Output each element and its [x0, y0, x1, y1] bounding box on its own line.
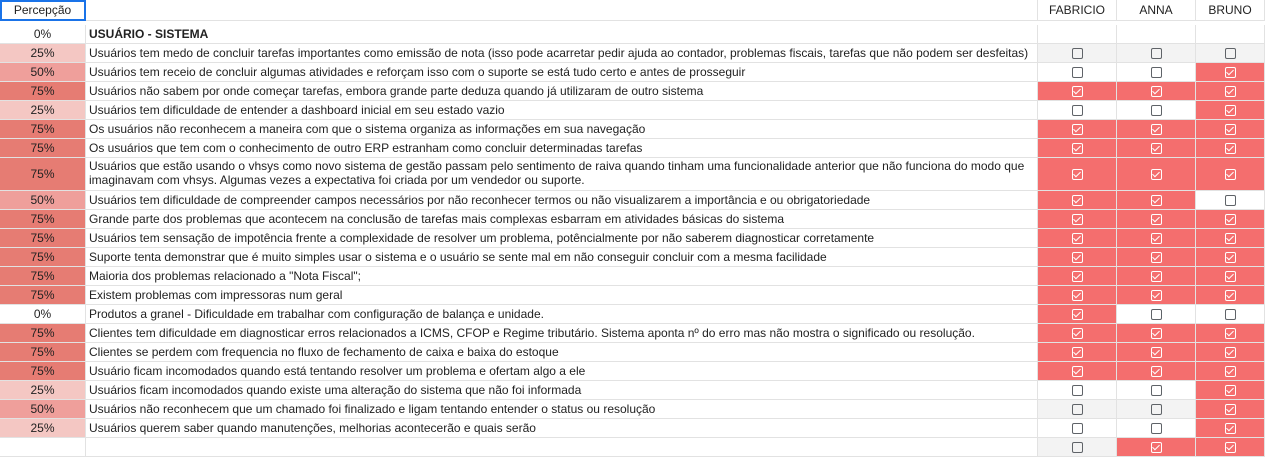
- percepcao-cell[interactable]: 75%: [0, 139, 86, 158]
- checkbox-checked-icon[interactable]: [1072, 271, 1083, 282]
- percepcao-cell[interactable]: 25%: [0, 44, 86, 63]
- description-cell[interactable]: [86, 438, 1038, 457]
- checkbox-cell-bruno[interactable]: [1196, 362, 1265, 381]
- description-cell[interactable]: Usuários não reconhecem que um chamado foi finalizado e ligam tentando entender o status ou resolução: [86, 400, 1038, 419]
- checkbox-cell-fabricio[interactable]: [1038, 101, 1117, 120]
- checkbox-cell-bruno[interactable]: [1196, 229, 1265, 248]
- percepcao-cell[interactable]: 25%: [0, 381, 86, 400]
- checkbox-cell-bruno[interactable]: [1196, 63, 1265, 82]
- checkbox-unchecked-icon[interactable]: [1225, 195, 1236, 206]
- description-cell[interactable]: Usuários ficam incomodados quando existe uma alteração do sistema que não foi informada: [86, 381, 1038, 400]
- checkbox-cell-anna[interactable]: [1117, 438, 1196, 457]
- description-cell[interactable]: Clientes tem dificuldade em diagnosticar erros relacionados a ICMS, CFOP e Regime tributário. Sistema aponta nº do erro mas não mostra o significado ou resolução.: [86, 324, 1038, 343]
- checkbox-checked-icon[interactable]: [1072, 309, 1083, 320]
- checkbox-checked-icon[interactable]: [1151, 328, 1162, 339]
- checkbox-cell-bruno[interactable]: [1196, 139, 1265, 158]
- checkbox-unchecked-icon[interactable]: [1151, 105, 1162, 116]
- table-row: [0, 63, 1265, 82]
- table-row: [0, 229, 1265, 248]
- table-row: [0, 158, 1265, 191]
- description-cell[interactable]: Usuários tem dificuldade de entender a dashboard inicial em seu estado vazio: [86, 101, 1038, 120]
- checkbox-unchecked-icon[interactable]: [1151, 385, 1162, 396]
- checkbox-cell-fabricio[interactable]: [1038, 419, 1117, 438]
- checkbox-checked-icon[interactable]: [1151, 442, 1162, 453]
- checkbox-cell-anna[interactable]: [1117, 286, 1196, 305]
- checkbox-checked-icon[interactable]: [1225, 105, 1236, 116]
- checkbox-cell-fabricio[interactable]: [1038, 139, 1117, 158]
- checkbox-checked-icon[interactable]: [1151, 290, 1162, 301]
- checkbox-checked-icon[interactable]: [1151, 86, 1162, 97]
- checkbox-checked-icon[interactable]: [1072, 233, 1083, 244]
- checkbox-cell-anna[interactable]: [1117, 381, 1196, 400]
- percepcao-cell[interactable]: 75%: [0, 267, 86, 286]
- description-cell[interactable]: Os usuários que tem com o conhecimento de outro ERP estranham como concluir determinadas tarefas: [86, 139, 1038, 158]
- table-row: [0, 400, 1265, 419]
- description-cell[interactable]: Produtos a granel - Dificuldade em trabalhar com configuração de balança e unidade.: [86, 305, 1038, 324]
- description-cell[interactable]: Usuários tem dificuldade de compreender campos necessários por não reconhecer termos ou não visualizarem a importância e ou obrigatoriedade: [86, 191, 1038, 210]
- checkbox-cell-anna[interactable]: [1117, 44, 1196, 63]
- description-cell[interactable]: Grande parte dos problemas que acontecem na conclusão de tarefas mais complexas esbarram em atividades básicas do sistema: [86, 210, 1038, 229]
- description-cell[interactable]: Usuários tem receio de concluir algumas atividades e reforçam isso com o suporte se está tudo certo e antes de prosseguir: [86, 63, 1038, 82]
- checkbox-unchecked-icon[interactable]: [1151, 67, 1162, 78]
- checkbox-unchecked-icon[interactable]: [1225, 309, 1236, 320]
- checkbox-cell-bruno[interactable]: [1196, 324, 1265, 343]
- checkbox-unchecked-icon[interactable]: [1151, 309, 1162, 320]
- checkbox-cell-bruno[interactable]: [1196, 101, 1265, 120]
- checkbox-checked-icon[interactable]: [1151, 195, 1162, 206]
- checkbox-checked-icon[interactable]: [1225, 271, 1236, 282]
- checkbox-checked-icon[interactable]: [1072, 366, 1083, 377]
- checkbox-cell-fabricio[interactable]: [1038, 44, 1117, 63]
- header-row: [0, 0, 1265, 21]
- checkbox-cell-anna[interactable]: [1117, 229, 1196, 248]
- checkbox-checked-icon[interactable]: [1151, 169, 1162, 180]
- checkbox-cell-bruno[interactable]: [1196, 381, 1265, 400]
- percepcao-cell[interactable]: [0, 438, 86, 457]
- checkbox-checked-icon[interactable]: [1072, 290, 1083, 301]
- checkbox-cell-anna[interactable]: [1117, 248, 1196, 267]
- checkbox-cell-fabricio[interactable]: [1038, 324, 1117, 343]
- checkbox-cell-bruno[interactable]: [1196, 305, 1265, 324]
- checkbox-unchecked-icon[interactable]: [1072, 423, 1083, 434]
- checkbox-cell-bruno[interactable]: [1196, 44, 1265, 63]
- checkbox-checked-icon[interactable]: [1072, 252, 1083, 263]
- checkbox-unchecked-icon[interactable]: [1072, 105, 1083, 116]
- checkbox-cell-anna[interactable]: [1117, 324, 1196, 343]
- checkbox-cell-bruno[interactable]: [1196, 419, 1265, 438]
- table-row: [0, 343, 1265, 362]
- checkbox-unchecked-icon[interactable]: [1072, 442, 1083, 453]
- checkbox-checked-icon[interactable]: [1151, 214, 1162, 225]
- checkbox-unchecked-icon[interactable]: [1225, 48, 1236, 59]
- table-row: [0, 286, 1265, 305]
- checkbox-cell-fabricio[interactable]: [1038, 286, 1117, 305]
- checkbox-cell-anna[interactable]: [1117, 82, 1196, 101]
- table-row: [0, 25, 1265, 44]
- checkbox-cell-anna[interactable]: [1117, 101, 1196, 120]
- checkbox-cell-anna[interactable]: [1117, 191, 1196, 210]
- percepcao-cell[interactable]: 75%: [0, 362, 86, 381]
- description-cell[interactable]: Usuários tem medo de concluir tarefas importantes como emissão de nota (isso pode acarretar pedir ajuda ao contador, problemas fiscais, tarefas que não podem ser desfeitas): [86, 44, 1038, 63]
- checkbox-cell-anna[interactable]: [1117, 400, 1196, 419]
- checkbox-checked-icon[interactable]: [1225, 385, 1236, 396]
- checkbox-cell-fabricio[interactable]: [1038, 267, 1117, 286]
- checkbox-checked-icon[interactable]: [1151, 143, 1162, 154]
- checkbox-checked-icon[interactable]: [1072, 86, 1083, 97]
- table-row: [0, 324, 1265, 343]
- table-row: [0, 191, 1265, 210]
- description-cell[interactable]: Os usuários não reconhecem a maneira com que o sistema organiza as informações em sua navegação: [86, 120, 1038, 139]
- description-cell[interactable]: Maioria dos problemas relacionado a "Nota Fiscal";: [86, 267, 1038, 286]
- checkbox-unchecked-icon[interactable]: [1072, 404, 1083, 415]
- checkbox-checked-icon[interactable]: [1225, 86, 1236, 97]
- checkbox-cell-fabricio[interactable]: [1038, 438, 1117, 457]
- checkbox-cell-fabricio[interactable]: [1038, 25, 1117, 44]
- checkbox-cell-bruno[interactable]: [1196, 82, 1265, 101]
- checkbox-cell-anna[interactable]: [1117, 267, 1196, 286]
- checkbox-cell-bruno[interactable]: [1196, 400, 1265, 419]
- checkbox-cell-fabricio[interactable]: [1038, 120, 1117, 139]
- checkbox-unchecked-icon[interactable]: [1151, 48, 1162, 59]
- checkbox-cell-fabricio[interactable]: [1038, 158, 1117, 191]
- checkbox-cell-fabricio[interactable]: [1038, 229, 1117, 248]
- percepcao-cell[interactable]: 75%: [0, 120, 86, 139]
- checkbox-cell-bruno[interactable]: [1196, 248, 1265, 267]
- checkbox-cell-anna[interactable]: [1117, 63, 1196, 82]
- table-row: [0, 267, 1265, 286]
- checkbox-cell-anna[interactable]: [1117, 120, 1196, 139]
- checkbox-checked-icon[interactable]: [1225, 214, 1236, 225]
- table-row: [0, 139, 1265, 158]
- checkbox-unchecked-icon[interactable]: [1151, 423, 1162, 434]
- table-row: [0, 44, 1265, 63]
- percepcao-cell[interactable]: 75%: [0, 286, 86, 305]
- checkbox-checked-icon[interactable]: [1225, 169, 1236, 180]
- checkbox-cell-bruno[interactable]: [1196, 191, 1265, 210]
- checkbox-cell-fabricio[interactable]: [1038, 63, 1117, 82]
- description-cell[interactable]: Usuários não sabem por onde começar tarefas, embora grande parte deduza quando já utilizaram de outro sistema: [86, 82, 1038, 101]
- checkbox-cell-bruno[interactable]: [1196, 120, 1265, 139]
- checkbox-checked-icon[interactable]: [1151, 271, 1162, 282]
- checkbox-cell-bruno[interactable]: [1196, 267, 1265, 286]
- checkbox-checked-icon[interactable]: [1225, 442, 1236, 453]
- percepcao-cell[interactable]: 0%: [0, 305, 86, 324]
- checkbox-checked-icon[interactable]: [1072, 124, 1083, 135]
- table-row: [0, 120, 1265, 139]
- checkbox-checked-icon[interactable]: [1072, 195, 1083, 206]
- checkbox-unchecked-icon[interactable]: [1072, 67, 1083, 78]
- table-row: [0, 438, 1265, 457]
- checkbox-cell-anna[interactable]: [1117, 305, 1196, 324]
- checkbox-cell-anna[interactable]: [1117, 343, 1196, 362]
- checkbox-checked-icon[interactable]: [1225, 67, 1236, 78]
- description-cell[interactable]: Usuários que estão usando o vhsys como novo sistema de gestão passam pelo sentimento de raiva quando tinham uma funcionalidade anterior que não funciona do modo que imaginavam com vhsys. Algumas vezes a expectativa foi criada por um vendedor ou suporte.: [86, 158, 1038, 191]
- checkbox-cell-anna[interactable]: [1117, 210, 1196, 229]
- checkbox-cell-anna[interactable]: [1117, 362, 1196, 381]
- header-empty[interactable]: [86, 0, 1038, 21]
- table-row: [0, 101, 1265, 120]
- checkbox-checked-icon[interactable]: [1151, 366, 1162, 377]
- header-fabricio[interactable]: FABRICIO: [1038, 0, 1117, 21]
- percepcao-cell[interactable]: 75%: [0, 324, 86, 343]
- description-cell[interactable]: USUÁRIO - SISTEMA: [86, 25, 1038, 44]
- description-cell[interactable]: Existem problemas com impressoras num geral: [86, 286, 1038, 305]
- header-anna[interactable]: ANNA: [1117, 0, 1196, 21]
- checkbox-cell-fabricio[interactable]: [1038, 381, 1117, 400]
- description-cell[interactable]: Clientes se perdem com frequencia no fluxo de fechamento de caixa e baixa do estoque: [86, 343, 1038, 362]
- checkbox-checked-icon[interactable]: [1225, 143, 1236, 154]
- percepcao-cell[interactable]: 0%: [0, 25, 86, 44]
- table-row: [0, 248, 1265, 267]
- percepcao-cell[interactable]: 75%: [0, 82, 86, 101]
- checkbox-cell-bruno[interactable]: [1196, 210, 1265, 229]
- percepcao-cell[interactable]: 75%: [0, 248, 86, 267]
- checkbox-cell-fabricio[interactable]: [1038, 362, 1117, 381]
- checkbox-cell-fabricio[interactable]: [1038, 305, 1117, 324]
- percepcao-cell[interactable]: 25%: [0, 101, 86, 120]
- checkbox-cell-bruno[interactable]: [1196, 158, 1265, 191]
- table-row: [0, 419, 1265, 438]
- checkbox-checked-icon[interactable]: [1225, 404, 1236, 415]
- checkbox-checked-icon[interactable]: [1225, 347, 1236, 358]
- percepcao-cell[interactable]: 75%: [0, 343, 86, 362]
- checkbox-checked-icon[interactable]: [1225, 423, 1236, 434]
- checkbox-cell-anna[interactable]: [1117, 139, 1196, 158]
- checkbox-unchecked-icon[interactable]: [1151, 404, 1162, 415]
- checkbox-checked-icon[interactable]: [1225, 124, 1236, 135]
- checkbox-checked-icon[interactable]: [1072, 143, 1083, 154]
- header-percepcao[interactable]: Percepção: [0, 0, 86, 21]
- percepcao-cell[interactable]: 50%: [0, 191, 86, 210]
- checkbox-checked-icon[interactable]: [1151, 347, 1162, 358]
- percepcao-cell[interactable]: 50%: [0, 400, 86, 419]
- header-bruno[interactable]: BRUNO: [1196, 0, 1265, 21]
- checkbox-checked-icon[interactable]: [1225, 233, 1236, 244]
- checkbox-cell-bruno[interactable]: [1196, 286, 1265, 305]
- checkbox-unchecked-icon[interactable]: [1072, 48, 1083, 59]
- table-row: [0, 210, 1265, 229]
- checkbox-cell-fabricio[interactable]: [1038, 343, 1117, 362]
- checkbox-checked-icon[interactable]: [1072, 214, 1083, 225]
- description-cell[interactable]: Suporte tenta demonstrar que é muito simples usar o sistema e o usuário se sente mal em não conseguir concluir com a mesma facilidade: [86, 248, 1038, 267]
- table-row: [0, 82, 1265, 101]
- table-row: [0, 362, 1265, 381]
- description-cell[interactable]: Usuário ficam incomodados quando está tentando resolver um problema e ofertam algo a ele: [86, 362, 1038, 381]
- checkbox-cell-fabricio[interactable]: [1038, 400, 1117, 419]
- table-row: [0, 305, 1265, 324]
- checkbox-cell-fabricio[interactable]: [1038, 210, 1117, 229]
- checkbox-unchecked-icon[interactable]: [1072, 385, 1083, 396]
- checkbox-cell-anna[interactable]: [1117, 25, 1196, 44]
- checkbox-cell-anna[interactable]: [1117, 419, 1196, 438]
- checkbox-cell-anna[interactable]: [1117, 158, 1196, 191]
- checkbox-checked-icon[interactable]: [1072, 169, 1083, 180]
- checkbox-checked-icon[interactable]: [1151, 124, 1162, 135]
- checkbox-cell-bruno[interactable]: [1196, 438, 1265, 457]
- table-row: [0, 381, 1265, 400]
- checkbox-checked-icon[interactable]: [1225, 252, 1236, 263]
- checkbox-checked-icon[interactable]: [1151, 252, 1162, 263]
- checkbox-cell-bruno[interactable]: [1196, 25, 1265, 44]
- checkbox-cell-fabricio[interactable]: [1038, 82, 1117, 101]
- percepcao-cell[interactable]: 50%: [0, 63, 86, 82]
- checkbox-checked-icon[interactable]: [1072, 328, 1083, 339]
- checkbox-checked-icon[interactable]: [1072, 347, 1083, 358]
- percepcao-cell[interactable]: 75%: [0, 210, 86, 229]
- description-cell[interactable]: Usuários tem sensação de impotência frente a complexidade de resolver um problema, potêncialmente por não saberem diagnosticar corretamente: [86, 229, 1038, 248]
- checkbox-cell-bruno[interactable]: [1196, 343, 1265, 362]
- checkbox-cell-fabricio[interactable]: [1038, 191, 1117, 210]
- checkbox-cell-fabricio[interactable]: [1038, 248, 1117, 267]
- percepcao-cell[interactable]: 75%: [0, 229, 86, 248]
- percepcao-cell[interactable]: 25%: [0, 419, 86, 438]
- checkbox-checked-icon[interactable]: [1225, 328, 1236, 339]
- checkbox-checked-icon[interactable]: [1225, 366, 1236, 377]
- checkbox-checked-icon[interactable]: [1151, 233, 1162, 244]
- percepcao-cell[interactable]: 75%: [0, 158, 86, 191]
- checkbox-checked-icon[interactable]: [1225, 290, 1236, 301]
- description-cell[interactable]: Usuários querem saber quando manutenções, melhorias acontecerão e quais serão: [86, 419, 1038, 438]
